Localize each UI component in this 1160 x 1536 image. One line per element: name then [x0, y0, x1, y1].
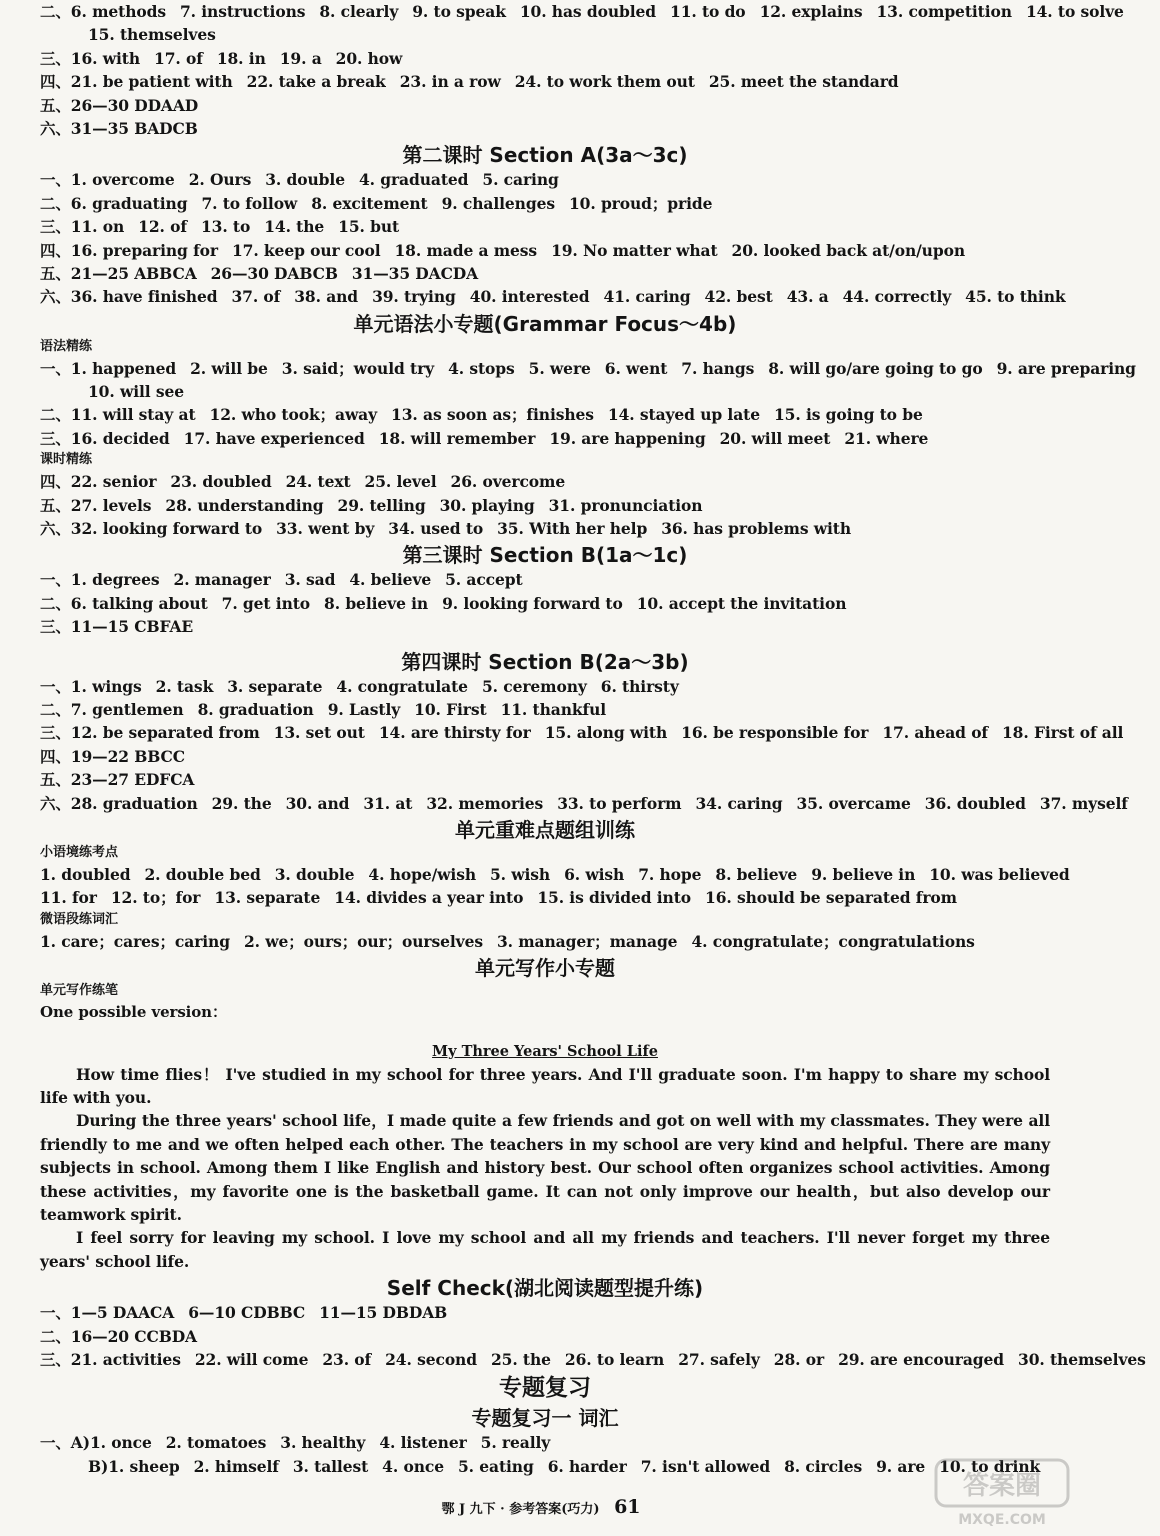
answer-row	[40, 675, 1050, 698]
answer-item: 4. congratulate；congratulations	[691, 931, 975, 951]
answer-item: 39. trying	[372, 287, 456, 307]
answer-item: 37. myself	[1039, 793, 1128, 813]
answer-key-page	[40, 0, 1146, 1478]
answer-item: 11. for	[40, 888, 97, 908]
section-title-lesson4: 第四课时 Section B(2a～3b)	[401, 649, 689, 674]
answer-item: 24. to work them out	[514, 72, 695, 92]
answer-item: 18. in	[216, 48, 266, 68]
watermark-text: 答案圈	[962, 1471, 1042, 1501]
answer-item: 6—10 CDBBC	[188, 1303, 306, 1323]
answer-item: 31. at	[363, 793, 413, 813]
answer-item: 六、32. looking forward to	[40, 519, 263, 539]
answer-item: 12. of	[138, 217, 187, 237]
answer-row	[40, 285, 1066, 308]
essay-intro: One possible version：	[40, 1003, 227, 1022]
answer-item: 23. of	[322, 1349, 372, 1369]
answer-item: 10. accept the invitation	[636, 593, 847, 613]
answer-item: 6. thirsty	[600, 676, 679, 696]
answer-item: 22. take a break	[246, 72, 386, 92]
answer-row	[40, 745, 1050, 768]
answer-row	[40, 592, 1050, 615]
answer-item: 2. will be	[190, 358, 268, 378]
answer-item: 26—30 DABCB	[210, 263, 338, 283]
answer-item: 45. to think	[965, 287, 1066, 307]
review-vocab-answers	[40, 1431, 1050, 1478]
answer-item: 4. graduated	[358, 170, 469, 190]
answer-item: 33. went by	[276, 519, 375, 539]
answer-item: 16. should be separated from	[705, 888, 957, 908]
answer-item: 25. level	[364, 472, 437, 492]
answer-item: 7. isn't allowed	[640, 1456, 771, 1476]
answer-item: 7. hope	[638, 864, 702, 884]
paragraph-vocab-answers	[40, 930, 1050, 953]
answer-item: 9. to speak	[412, 2, 506, 21]
answer-item: 15. along with	[544, 723, 668, 743]
answer-item: 30. themselves	[1018, 1349, 1146, 1369]
answer-row	[40, 768, 1050, 791]
answer-row	[40, 721, 1124, 744]
answer-item: 5. eating	[457, 1456, 534, 1476]
answer-item: 13. separate	[214, 888, 321, 908]
answer-item: 一、1. wings	[40, 676, 142, 696]
answer-item: 4. stops	[448, 358, 515, 378]
answer-item: 4. congratulate	[336, 676, 468, 696]
answer-item: 35. overcame	[796, 793, 911, 813]
answer-item: 5. accept	[445, 570, 523, 590]
subheading-context-practice: 小语境练考点	[40, 844, 119, 860]
answer-item: 13. set out	[273, 723, 365, 743]
answer-item: 7. instructions	[179, 2, 306, 21]
answer-row	[40, 863, 1070, 886]
answer-item: 17. ahead of	[882, 723, 988, 743]
answer-item: 2. we；ours；our；ourselves	[243, 931, 483, 951]
answer-row	[40, 1455, 1050, 1478]
answer-item: 17. of	[154, 48, 203, 68]
section-title-writing: 单元写作小专题	[475, 956, 615, 981]
answer-item: 一、1. happened	[40, 358, 177, 378]
section-title-review-vocab: 专题复习一 词汇	[471, 1406, 619, 1431]
context-practice-answers	[40, 863, 1070, 910]
answer-item: 15. is going to be	[773, 405, 923, 425]
answer-item: 18. made a mess	[394, 240, 538, 260]
answer-item: 32. memories	[426, 793, 544, 813]
answer-item: 25. meet the standard	[708, 72, 899, 92]
answer-row	[40, 1348, 1146, 1371]
answer-item: 11. to do	[670, 2, 746, 21]
section-title-lesson3: 第三课时 Section B(1a～1c)	[402, 543, 688, 568]
answer-item: 8. excitement	[311, 193, 428, 213]
answer-item: 18. First of all	[1002, 723, 1124, 743]
essay-title: My Three Years' School Life	[432, 1042, 658, 1060]
answer-item: 二、11. will stay at	[40, 405, 196, 425]
answer-item: 8. believe	[715, 864, 798, 884]
answer-item: 15. themselves	[88, 25, 216, 45]
answer-item: 8. will go/are going to go	[768, 358, 983, 378]
answer-item: 28. understanding	[165, 495, 324, 515]
answer-item: 20. will meet	[719, 428, 831, 448]
answer-item: 一、1. degrees	[40, 570, 160, 590]
answer-item: 三、11—15 CBFAE	[40, 617, 194, 637]
answer-item: 四、21. be patient with	[40, 72, 233, 92]
answer-item: 四、19—22 BBCC	[40, 746, 185, 766]
answer-item: 9. looking forward to	[442, 593, 623, 613]
answer-item: 2. manager	[173, 570, 271, 590]
answer-item: 19. are happening	[549, 428, 706, 448]
section-title-grammar-focus: 单元语法小专题(Grammar Focus～4b)	[353, 311, 737, 336]
answer-item: 二、16—20 CCBDA	[40, 1326, 197, 1346]
answer-row	[40, 1431, 1050, 1454]
lesson-practice-answers	[40, 470, 1050, 540]
answer-item: 三、16. decided	[40, 428, 170, 448]
answer-row	[40, 1325, 1050, 1348]
answer-item: 23. doubled	[170, 472, 272, 492]
answer-item: 13. as soon as；finishes	[391, 405, 594, 425]
answer-item: 六、28. graduation	[40, 793, 198, 813]
answer-item: 20. how	[335, 48, 403, 68]
answer-item: 31. pronunciation	[548, 495, 703, 515]
answer-row	[40, 117, 1050, 140]
answer-item: 29. the	[211, 793, 272, 813]
answer-item: 24. text	[285, 472, 351, 492]
answer-item: 7. get into	[221, 593, 311, 613]
answer-item: 五、26—30 DDAAD	[40, 95, 199, 115]
answer-item: 8. clearly	[319, 2, 399, 21]
answer-item: 11. thankful	[500, 699, 607, 719]
answer-item: 36. doubled	[924, 793, 1026, 813]
answer-item: 三、11. on	[40, 217, 125, 237]
answer-item: 9. believe in	[811, 864, 916, 884]
answer-item: 2. double bed	[144, 864, 261, 884]
answer-item: 5. really	[480, 1433, 551, 1453]
answer-item: 8. circles	[784, 1456, 863, 1476]
answer-row	[40, 615, 1050, 638]
answer-item: 6. went	[604, 358, 668, 378]
watermark-logo-icon	[934, 1458, 1070, 1528]
answer-item: 3. double	[274, 864, 355, 884]
answer-item: 38. and	[294, 287, 359, 307]
answer-item: 5. were	[528, 358, 591, 378]
section-title-key-points: 单元重难点题组训练	[455, 817, 635, 842]
answer-row	[40, 262, 1050, 285]
self-check-answers	[40, 1301, 1146, 1371]
answer-item: 25. the	[490, 1349, 551, 1369]
rows-top	[40, 0, 1124, 140]
answer-row	[40, 380, 1050, 403]
answer-row	[40, 23, 1050, 46]
answer-item: 14. the	[264, 217, 325, 237]
answer-item: 六、36. have finished	[40, 287, 218, 307]
answer-row	[40, 698, 1050, 721]
answer-row	[40, 70, 1050, 93]
answer-item: 29. are encouraged	[838, 1349, 1005, 1369]
answer-item: 一、1. overcome	[40, 170, 175, 190]
answer-item: 一、1—5 DAACA	[40, 1303, 175, 1323]
answer-item: 五、27. levels	[40, 495, 152, 515]
answer-item: 2. himself	[193, 1456, 279, 1476]
grammar-practice-answers	[40, 357, 1136, 451]
answer-item: 34. caring	[695, 793, 783, 813]
answer-item: 10. was believed	[929, 864, 1070, 884]
answer-item: 33. to perform	[557, 793, 682, 813]
answer-item: 4. hope/wish	[368, 864, 476, 884]
answer-item: 40. interested	[469, 287, 590, 307]
answer-row	[40, 239, 1050, 262]
answer-item: 2. Ours	[188, 170, 252, 190]
answer-row	[40, 792, 1128, 815]
answer-item: 23. in a row	[399, 72, 501, 92]
answer-item: 3. separate	[227, 676, 323, 696]
answer-row	[40, 930, 1050, 953]
answer-item: 12. explains	[759, 2, 863, 21]
subheading-paragraph-vocab: 微语段练词汇	[40, 911, 119, 927]
answer-item: 四、22. senior	[40, 472, 157, 492]
answer-row	[40, 192, 1050, 215]
answer-item: 三、16. with	[40, 48, 141, 68]
answer-row	[40, 886, 1050, 909]
answer-item: 17. keep our cool	[231, 240, 381, 260]
answer-item: 36. has problems with	[661, 519, 851, 539]
answer-item: 12. to；for	[110, 888, 201, 908]
answer-row	[40, 0, 1124, 23]
answer-item: 30. playing	[439, 495, 535, 515]
answer-item: 10. First	[414, 699, 487, 719]
answer-item: 9. are preparing	[996, 358, 1136, 378]
answer-item: 5. caring	[482, 170, 559, 190]
answer-item: 13. competition	[876, 2, 1012, 21]
answer-item: 19. No matter what	[551, 240, 718, 260]
answer-item: 二、6. graduating	[40, 193, 188, 213]
answer-item: 29. telling	[337, 495, 426, 515]
answer-item: 9. are	[876, 1456, 926, 1476]
answer-item: 26. to learn	[564, 1349, 665, 1369]
answer-item: 27. safely	[678, 1349, 760, 1369]
answer-row	[40, 568, 1050, 591]
page-footer	[0, 1496, 1082, 1518]
answer-item: 10. proud；pride	[568, 193, 713, 213]
answer-item: 35. With her help	[497, 519, 648, 539]
answer-item: 1. care；cares；caring	[40, 931, 230, 951]
answer-row	[40, 517, 1050, 540]
answer-item: 12. who took；away	[209, 405, 378, 425]
answer-item: 二、7. gentlemen	[40, 699, 184, 719]
answer-item: 6. harder	[547, 1456, 627, 1476]
answer-item: 22. will come	[194, 1349, 309, 1369]
answer-item: 34. used to	[388, 519, 484, 539]
footer-label: 鄂 J 九下 · 参考答案(巧力)	[441, 1502, 600, 1517]
answer-row	[40, 47, 1050, 70]
answer-item: 二、6. methods	[40, 2, 166, 21]
answer-item: 5. ceremony	[481, 676, 587, 696]
answer-item: 14. stayed up late	[607, 405, 760, 425]
answer-item: 四、16. preparing for	[40, 240, 218, 260]
answer-item: 1. doubled	[40, 864, 131, 884]
answer-item: 10. has doubled	[519, 2, 657, 21]
answer-row	[40, 94, 1050, 117]
answer-item: 二、6. talking about	[40, 593, 208, 613]
answer-row	[40, 427, 1050, 450]
answer-item: B)1. sheep	[88, 1456, 180, 1476]
answer-row	[40, 215, 1050, 238]
answer-item: 6. wish	[564, 864, 625, 884]
answer-item: 3. healthy	[280, 1433, 366, 1453]
answer-item: 9. challenges	[441, 193, 555, 213]
answer-item: 3. manager；manage	[496, 931, 678, 951]
answer-item: 2. task	[155, 676, 214, 696]
answer-row	[40, 403, 1050, 426]
lesson2-answers	[40, 168, 1066, 308]
answer-item: 26. overcome	[450, 472, 566, 492]
answer-item: 24. second	[385, 1349, 477, 1369]
answer-item: 3. said；would try	[281, 358, 435, 378]
answer-item: 42. best	[704, 287, 773, 307]
answer-item: 44. correctly	[842, 287, 952, 307]
answer-item: 4. believe	[349, 570, 432, 590]
answer-item: 15. is divided into	[537, 888, 692, 908]
answer-item: 31—35 DACDA	[351, 263, 479, 283]
answer-row	[40, 357, 1136, 380]
section-title-self-check: Self Check(湖北阅读题型提升练)	[386, 1276, 704, 1301]
answer-item: 4. listener	[379, 1433, 467, 1453]
answer-row	[40, 1301, 1050, 1324]
answer-item: 14. to solve	[1025, 2, 1124, 21]
section-title-lesson2: 第二课时 Section A(3a～3c)	[402, 143, 688, 168]
answer-item: 43. a	[786, 287, 829, 307]
lesson3-answers	[40, 568, 1050, 638]
subheading-grammar-practice: 语法精练	[40, 338, 93, 354]
answer-item: 28. or	[773, 1349, 825, 1369]
answer-item: 15. but	[338, 217, 400, 237]
answer-item: 9. Lastly	[327, 699, 401, 719]
answer-item: 六、31—35 BADCB	[40, 118, 198, 138]
section-title-review: 专题复习	[499, 1375, 591, 1402]
page-number: 61	[614, 1496, 641, 1518]
essay-paragraph-2: During the three years' school life，I made quite a few friends and got on well with my classmates. They were all friendly to me and we often helped each other. The teachers in my school are very kind and helpful. There are many subjects in school. Among them I like English and history best. Our school often organizes school activities. Among these activities，my favorite one is the basketball game. It can not only improve our health，but also develop our teamwork spirit.	[40, 1111, 1050, 1224]
answer-item: 8. graduation	[197, 699, 314, 719]
watermark-url: MXQE.COM	[958, 1512, 1046, 1528]
answer-item: 13. to	[200, 217, 251, 237]
answer-item: 10. will see	[88, 382, 185, 402]
answer-item: 30. and	[285, 793, 350, 813]
essay-paragraph-1: How time flies！ I've studied in my school for three years. And I'll graduate soon. I'm happy to share my school life with you.	[40, 1064, 1050, 1107]
answer-item: 20. looked back at/on/upon	[731, 240, 965, 260]
answer-item: 8. believe in	[324, 593, 429, 613]
answer-item: 一、A)1. once	[40, 1433, 152, 1453]
answer-item: 19. a	[279, 48, 322, 68]
answer-item: 三、21. activities	[40, 1349, 181, 1369]
answer-item: 2. tomatoes	[165, 1433, 267, 1453]
answer-item: 3. double	[265, 170, 345, 190]
subheading-lesson-practice: 课时精练	[40, 452, 93, 468]
answer-item: 3. tallest	[292, 1456, 369, 1476]
answer-item: 11—15 DBDAB	[319, 1303, 448, 1323]
answer-item: 41. caring	[603, 287, 691, 307]
answer-item: 17. have experienced	[183, 428, 365, 448]
answer-row	[40, 168, 1050, 191]
answer-item: 五、21—25 ABBCA	[40, 263, 197, 283]
answer-item: 16. be responsible for	[681, 723, 869, 743]
answer-item: 10. to drink	[939, 1456, 1041, 1476]
answer-item: 37. of	[231, 287, 281, 307]
answer-item: 7. to follow	[201, 193, 298, 213]
answer-item: 三、12. be separated from	[40, 723, 260, 743]
answer-row	[40, 470, 1050, 493]
essay-paragraph-3: I feel sorry for leaving my school. I love my school and all my friends and teachers. I'll never forget my three years' school life.	[40, 1228, 1050, 1271]
answer-item: 18. will remember	[378, 428, 536, 448]
answer-item: 4. once	[382, 1456, 444, 1476]
subheading-writing-practice: 单元写作练笔	[40, 983, 119, 999]
lesson4-answers	[40, 675, 1128, 815]
answer-item: 3. sad	[284, 570, 336, 590]
answer-item: 14. divides a year into	[334, 888, 524, 908]
answer-item: 21. where	[844, 428, 929, 448]
answer-item: 7. hangs	[681, 358, 755, 378]
answer-item: 14. are thirsty for	[378, 723, 531, 743]
answer-item: 五、23—27 EDFCA	[40, 770, 195, 790]
answer-item: 5. wish	[490, 864, 551, 884]
answer-row	[40, 494, 1050, 517]
